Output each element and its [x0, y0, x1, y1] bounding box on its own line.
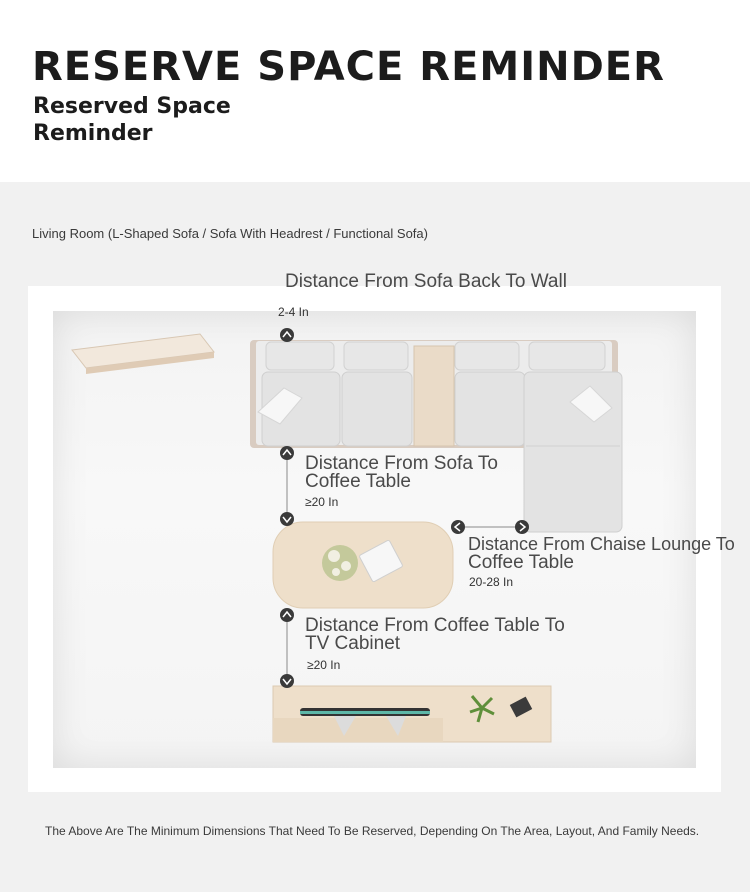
window-shelf [72, 334, 214, 374]
coffee-to-tv-label-2: TV Cabinet [305, 633, 401, 654]
coffee-to-tv-label-1: Distance From Coffee Table To [305, 615, 565, 636]
subtitle-line-2: Reminder [33, 121, 153, 146]
subtitle-line-1: Reserved Space [33, 94, 231, 119]
tv-cabinet [273, 686, 551, 742]
sofa-to-coffee-label-2: Coffee Table [305, 471, 411, 492]
coffee-to-tv-value: ≥20 In [307, 658, 341, 672]
footer-note: The Above Are The Minimum Dimensions That Need To Be Reserved, Depending On The Area, Layout, And Family Needs. [45, 824, 700, 838]
chaise-to-coffee-label-2: Coffee Table [468, 552, 574, 573]
sofa-back-to-wall-label: Distance From Sofa Back To Wall [285, 271, 567, 292]
coffee-table [273, 522, 453, 608]
room-type-caption: Living Room (L-Shaped Sofa / Sofa With Headrest / Functional Sofa) [32, 226, 428, 241]
sofa-to-coffee-dimension [280, 446, 294, 526]
sofa-back-to-wall-value: 2-4 In [278, 305, 309, 319]
chaise-to-coffee-value: 20-28 In [469, 575, 514, 589]
coffee-to-tv-dimension [280, 608, 294, 688]
page-title: RESERVE SPACE REMINDER [32, 44, 665, 90]
sofa-back-marker [280, 328, 294, 342]
sofa-to-coffee-value: ≥20 In [305, 495, 339, 509]
sofa-to-coffee-label-1: Distance From Sofa To [305, 453, 498, 474]
chaise-to-coffee-dimension [451, 520, 529, 534]
chaise-to-coffee-label-1: Distance From Chaise Lounge To [468, 534, 735, 554]
